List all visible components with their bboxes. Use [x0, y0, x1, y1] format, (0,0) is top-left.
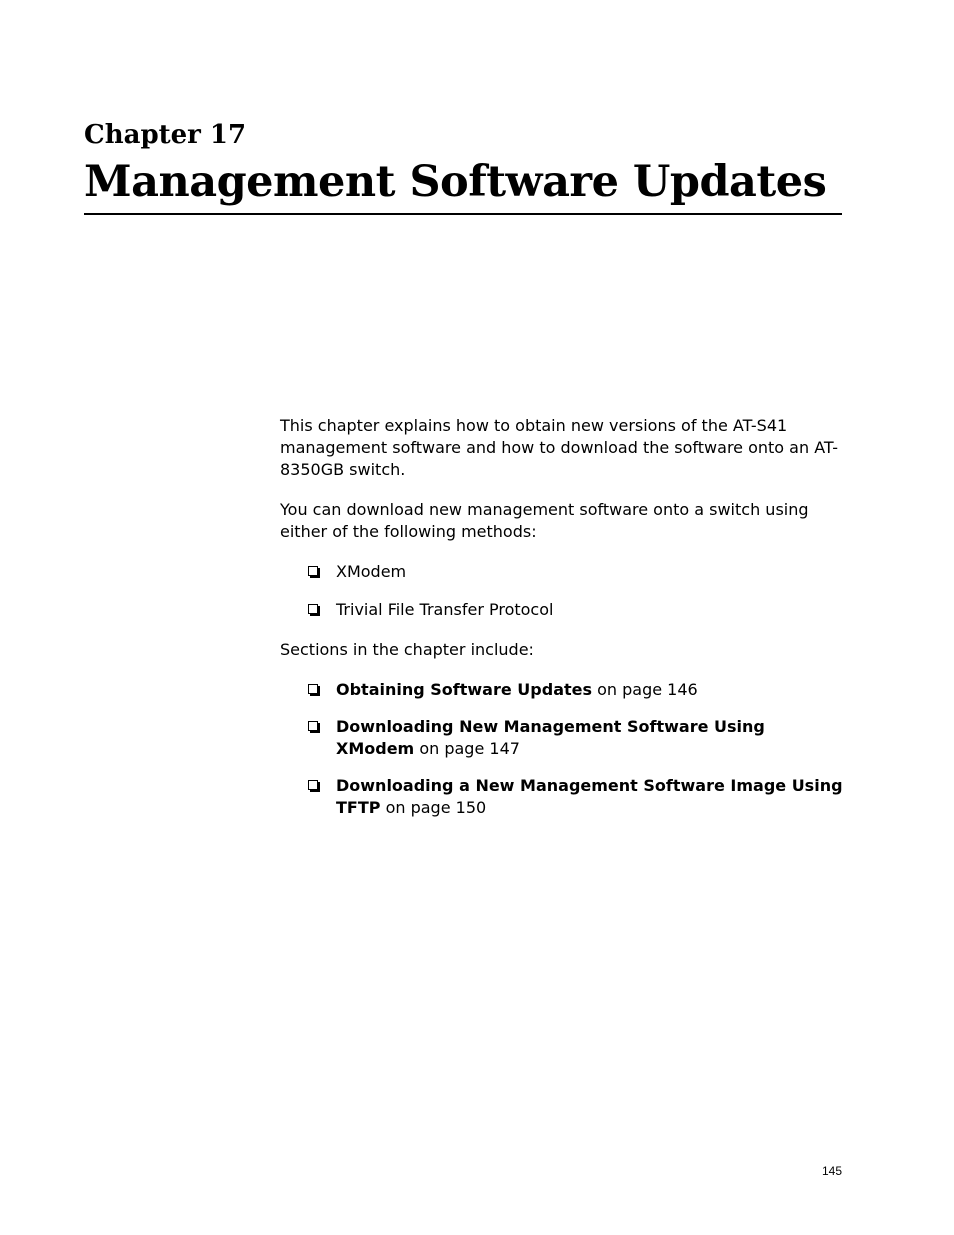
list-item — [280, 716, 845, 760]
checkbox-icon — [308, 566, 318, 576]
chapter-title: Management Software Updates — [84, 157, 827, 207]
section-link-xmodem-download[interactable]: Downloading New Management Software Using XModem — [336, 717, 765, 758]
section-link-tftp-download[interactable]: Downloading a New Management Software Image Using TFTP — [336, 776, 843, 817]
checkbox-icon — [308, 780, 318, 790]
list-item — [280, 775, 845, 819]
page-reference: on page 147 — [414, 739, 520, 758]
intro-paragraph-1: This chapter explains how to obtain new versions of the AT-S41 management software and how to download the software onto an AT-8350GB switch. — [280, 416, 838, 479]
method-text: Trivial File Transfer Protocol — [336, 600, 554, 619]
list-item — [280, 561, 845, 583]
section-link-obtaining-updates[interactable]: Obtaining Software Updates — [336, 680, 593, 699]
intro-paragraph-2: You can download new management software onto a switch using either of the following methods: — [280, 500, 809, 541]
title-rule — [84, 213, 842, 215]
chapter-label: Chapter 17 — [84, 120, 247, 150]
chapter-body — [280, 415, 845, 837]
checkbox-icon — [308, 721, 318, 731]
sections-list — [280, 679, 845, 819]
checkbox-icon — [308, 684, 318, 694]
page-reference: on page 150 — [380, 798, 487, 817]
page-number: 145 — [821, 1164, 842, 1178]
list-item — [280, 679, 845, 701]
sections-intro: Sections in the chapter include: — [280, 640, 534, 659]
checkbox-icon — [308, 604, 318, 614]
method-text: XModem — [336, 562, 407, 581]
methods-list — [280, 561, 845, 621]
list-item — [280, 599, 845, 621]
page-reference: on page 146 — [592, 680, 698, 699]
